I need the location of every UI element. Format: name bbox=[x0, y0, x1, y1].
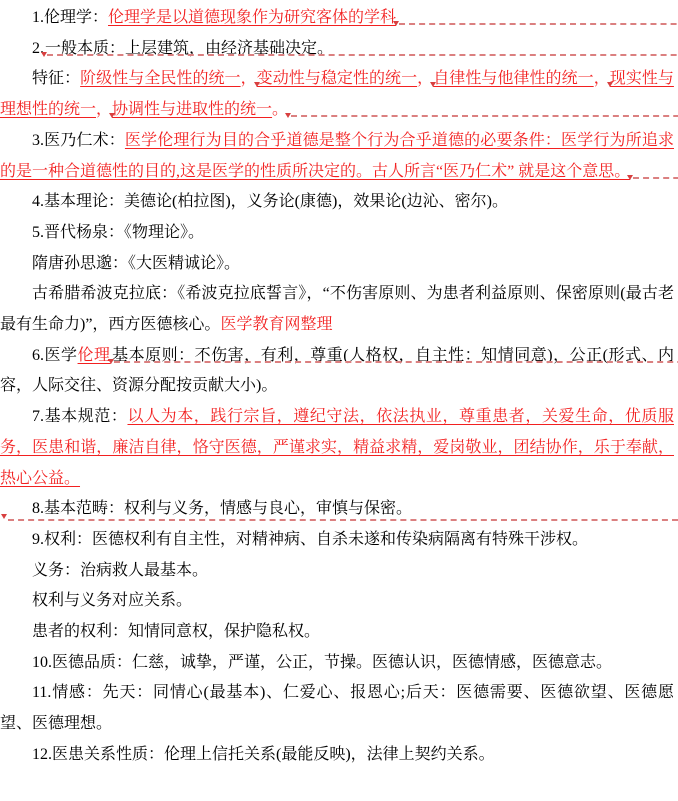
revision-dashed-line bbox=[288, 113, 289, 114]
revision-red-text: 阶级性与全民性的统一 bbox=[80, 70, 241, 88]
text-segment: 权利与义务对应关系。 bbox=[32, 592, 193, 610]
text-segment: 8.基本范畴：权利与义务，情感与良心，审慎与保密。 bbox=[32, 500, 413, 518]
point-9-patient-rights bbox=[0, 617, 678, 648]
text-segment: 1.伦理学： bbox=[32, 9, 109, 26]
text-segment: 7.基本规范： bbox=[32, 408, 128, 426]
text-segment: 12.医患关系性质：伦理上信托关系(最能反映)，法律上契约关系。 bbox=[32, 745, 495, 763]
text-segment: 基本原则：不伤害，有利，尊重(人格权，自主性：知情同意)，公正(形式、内容，人际交往、资源分配按贡献大小)。 bbox=[0, 346, 674, 395]
point-2-characteristics bbox=[0, 64, 678, 125]
revision-red-text: ， bbox=[417, 70, 434, 88]
text-segment: 患者的权利：知情同意权，保护隐私权。 bbox=[32, 623, 321, 641]
point-5-hippocrates bbox=[0, 279, 678, 340]
point-9-rights-obligations-relation bbox=[0, 586, 678, 617]
text-segment: 古希腊希波克拉底：《希波克拉底誓言》，“不伤害原则、为患者利益原则、保密原则(最古老最有生命力)”，西方医德核心。 bbox=[0, 285, 674, 334]
revision-red-text: 。 bbox=[272, 101, 289, 119]
text-segment: 3.医乃仁术： bbox=[32, 131, 125, 149]
text-segment: 6.医学 bbox=[32, 346, 78, 364]
text-segment: 一般本质：上层建筑，由经济基础决定。 bbox=[45, 39, 334, 57]
point-5-yangquan bbox=[0, 218, 678, 249]
point-9-obligations bbox=[0, 556, 678, 587]
text-segment: 义务：治病救人最基本。 bbox=[32, 561, 209, 579]
revision-dashed-line bbox=[111, 359, 112, 360]
text-segment: 5.晋代杨泉：《物理论》。 bbox=[32, 223, 205, 241]
revision-red-text: 医学伦理行为目的合乎道德是整个行为合乎道德的必要条件：医学行为所追求的是一种合道德性的目的,这是医学的性质所决定的。古人所言“医乃仁术” 就是这个意思。 bbox=[0, 131, 674, 180]
revision-dashed-line bbox=[44, 52, 45, 53]
point-5-sunsimiao bbox=[0, 249, 678, 280]
text-segment: 2. bbox=[32, 39, 44, 57]
text-segment: 9.权利：医德权利有自主性，对精神病、自杀未遂和传染病隔离有特殊干涉权。 bbox=[32, 530, 589, 548]
revision-red-text: 自律性与他律性的统一 bbox=[433, 70, 594, 88]
point-11-emotions bbox=[0, 678, 678, 739]
revision-red-text: ， bbox=[96, 101, 113, 119]
point-1-ethics-definition bbox=[0, 3, 678, 34]
revision-red-text: 伦理 bbox=[77, 346, 111, 364]
revision-red-text: ， bbox=[593, 70, 610, 88]
text-segment: 11.情感：先天：同情心(最基本)、仁爱心、报恩心;后天：医德需要、医德欲望、医德愿望、医德理想。 bbox=[0, 684, 674, 733]
revision-red-text: 协调性与进取性的统一 bbox=[112, 101, 273, 119]
text-segment: 10.医德品质：仁慈，诚挚，严谨，公正，节操。医德认识，医德情感，医德意志。 bbox=[32, 653, 613, 671]
text-segment: 隋唐孙思邈：《大医精诚论》。 bbox=[32, 254, 241, 272]
text-segment: 特征： bbox=[32, 70, 81, 88]
point-9-rights bbox=[0, 525, 678, 556]
point-4-basic-theories bbox=[0, 187, 678, 218]
revision-red-text: 变动性与稳定性的统一 bbox=[256, 70, 418, 88]
revision-red-text: ， bbox=[240, 70, 257, 88]
revision-red-text: 以人为本，践行宗旨，遵纪守法，依法执业，尊重患者，关爱生命，优质服务，医患和谐，廉洁自律，恪守医德，严谨求实，精益求精，爱岗敬业，团结协作，乐于奉献，热心公益。 bbox=[0, 408, 674, 487]
point-2-general-essence bbox=[0, 34, 678, 65]
point-3-medicine-benevolent-art bbox=[0, 126, 678, 187]
point-6-basic-principles bbox=[0, 341, 678, 402]
revision-red-text: 医学教育网整理 bbox=[220, 316, 333, 334]
revision-dashed-line bbox=[396, 21, 397, 22]
revision-red-text: 现实性与理想性的统一 bbox=[0, 70, 674, 119]
revision-red-text: 伦理学是以道德现象作为研究客体的学科 bbox=[108, 9, 397, 26]
text-segment: 4.基本理论：美德论(柏拉图)，义务论(康德)，效果论(边沁、密尔)。 bbox=[32, 193, 508, 211]
revision-dashed-line bbox=[630, 175, 631, 176]
point-10-medical-virtues bbox=[0, 648, 678, 679]
point-8-basic-categories bbox=[0, 494, 678, 525]
point-12-doctor-patient-relation bbox=[0, 740, 678, 771]
point-7-basic-norms bbox=[0, 402, 678, 494]
